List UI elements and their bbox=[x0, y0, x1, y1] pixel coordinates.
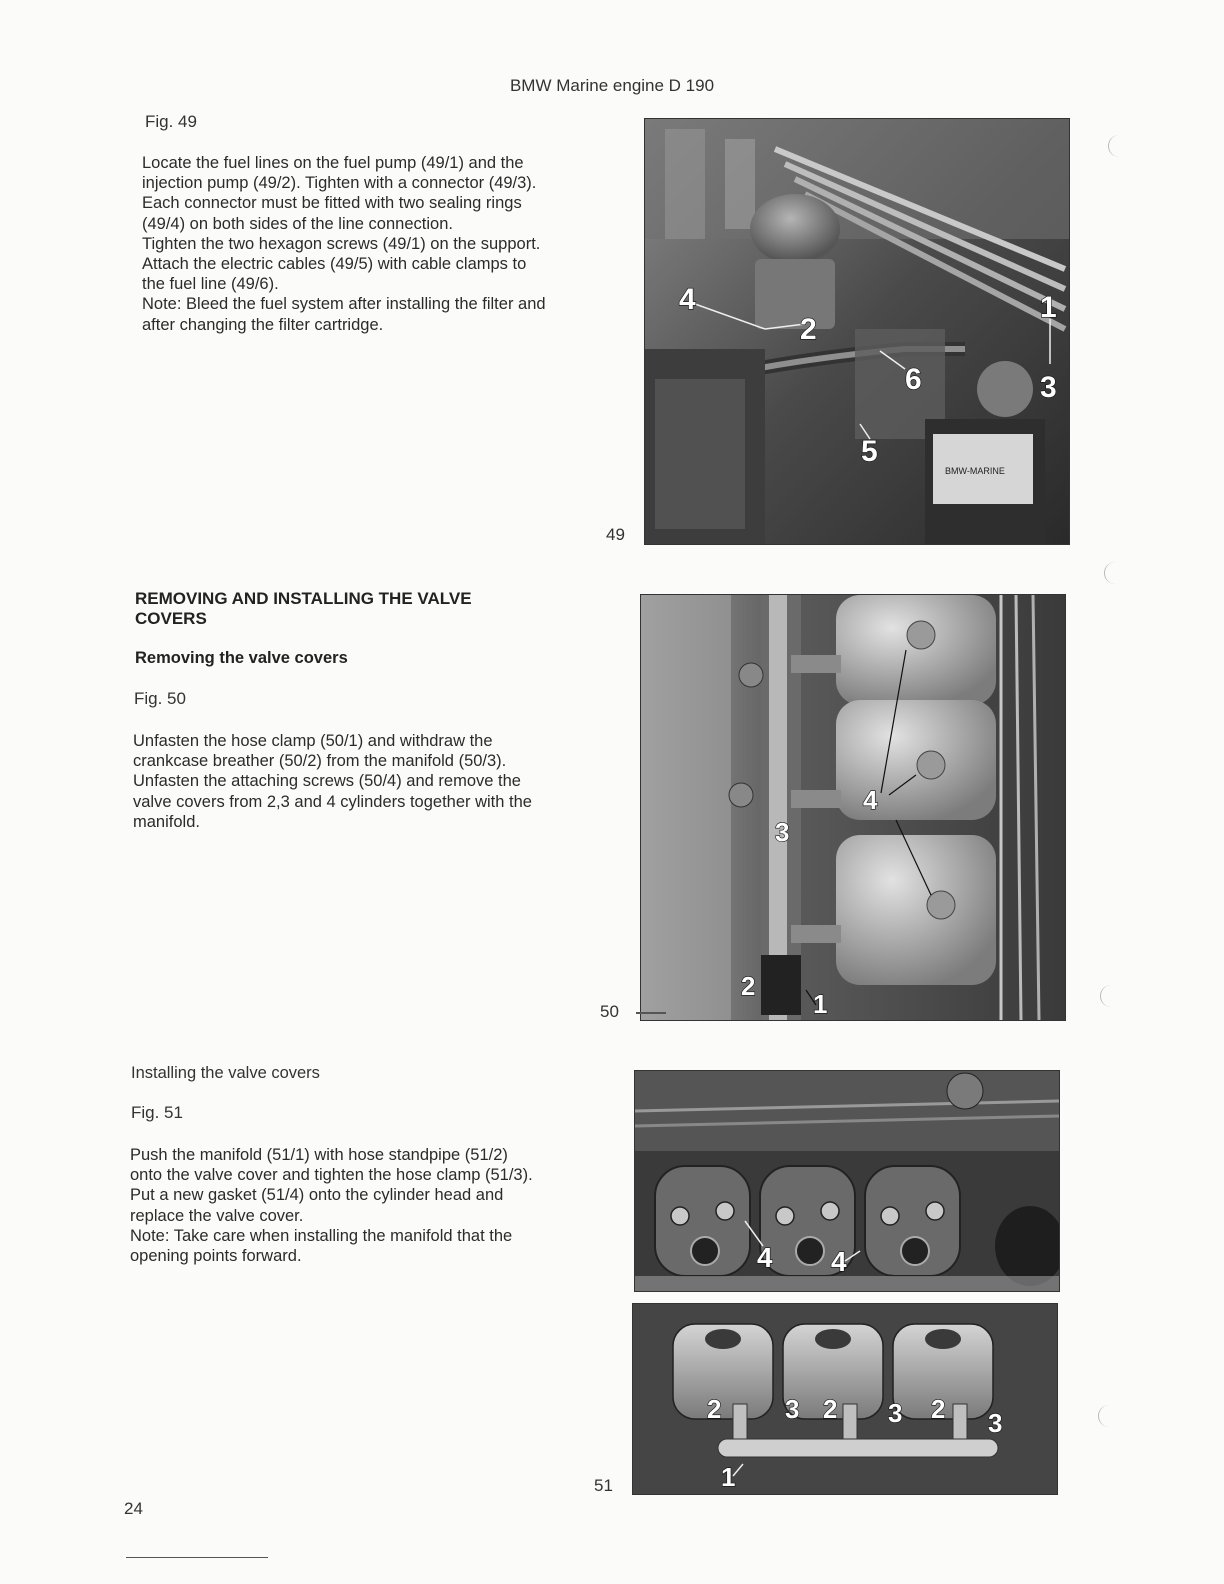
text-line: Locate the fuel lines on the fuel pump (49/1) and the bbox=[142, 154, 524, 172]
text-line: onto the valve cover and tighten the hose clamp (51/3). bbox=[130, 1166, 533, 1185]
margin-mark bbox=[1108, 135, 1123, 157]
fig-51-callout-3b: 3 bbox=[888, 1398, 903, 1428]
text-line: replace the valve cover. bbox=[130, 1206, 304, 1225]
fig-51-callout-1: 1 bbox=[721, 1462, 736, 1492]
fig-50-label: Fig. 50 bbox=[134, 689, 186, 708]
text-line: manifold. bbox=[133, 812, 200, 831]
page-number: 24 bbox=[124, 1499, 143, 1518]
footer-rule bbox=[126, 1557, 268, 1558]
fig-49-callout-5: 5 bbox=[861, 435, 878, 468]
text-line: after changing the filter cartridge. bbox=[142, 315, 384, 334]
text-line: opening points forward. bbox=[130, 1247, 302, 1266]
text-line: crankcase breather (50/2) from the manifold (50/3). bbox=[133, 752, 507, 771]
fig-51-instructions bbox=[130, 1145, 570, 1266]
margin-mark bbox=[1104, 562, 1119, 584]
text-line: Note: Bleed the fuel system after installing the filter and bbox=[142, 295, 546, 314]
text-line: Push the manifold (51/1) with hose standpipe (51/2) bbox=[130, 1146, 508, 1164]
fig-51-callout-2b: 2 bbox=[823, 1394, 838, 1424]
fig-50-photo bbox=[640, 594, 1066, 1021]
text-line: Unfasten the attaching screws (50/4) and remove the bbox=[133, 772, 521, 791]
fig-49-label: Fig. 49 bbox=[145, 112, 197, 131]
fig-49-callout-4: 4 bbox=[679, 283, 696, 316]
text-line: Note: Take care when installing the manifold that the bbox=[130, 1226, 513, 1245]
fig-50-instructions bbox=[133, 731, 573, 832]
margin-mark bbox=[1100, 985, 1115, 1007]
text-line: Each connector must be fitted with two sealing rings bbox=[142, 194, 522, 213]
fig-49-instructions bbox=[142, 153, 582, 335]
running-header: BMW Marine engine D 190 bbox=[509, 76, 715, 95]
text-line: the fuel line (49/6). bbox=[142, 275, 279, 294]
fig-50-callout-2: 2 bbox=[741, 971, 756, 1001]
margin-mark bbox=[1098, 1405, 1113, 1427]
fig-50-number: 50 bbox=[600, 1002, 619, 1021]
fig-51-callout-4a: 4 bbox=[757, 1242, 773, 1273]
subheading-removing: Removing the valve covers bbox=[135, 649, 348, 667]
figure-pointer-line bbox=[636, 1012, 666, 1014]
text-line: Attach the electric cables (49/5) with cable clamps to bbox=[142, 255, 527, 274]
text-line: injection pump (49/2). Tighten with a connector (49/3). bbox=[142, 174, 537, 193]
fig-49-number: 49 bbox=[606, 525, 625, 544]
filter-label: BMW-MARINE bbox=[945, 466, 1005, 476]
fig-50-callout-3: 3 bbox=[775, 817, 790, 847]
heading-line: REMOVING AND INSTALLING THE VALVE bbox=[135, 589, 472, 608]
fig-49-photo bbox=[644, 118, 1070, 545]
text-line: Tighten the two hexagon screws (49/1) on the support. bbox=[142, 234, 541, 253]
fig-50-callout-1: 1 bbox=[813, 989, 828, 1019]
fig-49-callout-6: 6 bbox=[905, 363, 922, 396]
fig-51-callout-3c: 3 bbox=[988, 1408, 1003, 1438]
subheading-installing: Installing the valve covers bbox=[131, 1064, 320, 1082]
fig-51-callout-4b: 4 bbox=[831, 1246, 847, 1277]
fig-51-callout-2a: 2 bbox=[707, 1394, 722, 1424]
heading-line: COVERS bbox=[135, 609, 207, 628]
fig-49-callout-3: 3 bbox=[1040, 371, 1057, 404]
fig-51-bottom-photo bbox=[632, 1303, 1058, 1495]
fig-51-top-photo bbox=[634, 1070, 1060, 1292]
text-line: Put a new gasket (51/4) onto the cylinder head and bbox=[130, 1186, 504, 1205]
fig-51-callout-2c: 2 bbox=[931, 1394, 946, 1424]
fig-51-callout-3a: 3 bbox=[785, 1394, 800, 1424]
fig-49-callout-2: 2 bbox=[800, 313, 817, 346]
text-line: Unfasten the hose clamp (50/1) and withdraw the bbox=[133, 732, 493, 750]
fig-49-callout-1: 1 bbox=[1040, 291, 1057, 324]
fig-51-number: 51 bbox=[594, 1476, 613, 1495]
text-line: valve covers from 2,3 and 4 cylinders together with the bbox=[133, 792, 532, 811]
fig-51-label: Fig. 51 bbox=[131, 1103, 183, 1122]
section-heading bbox=[135, 589, 555, 629]
text-line: (49/4) on both sides of the line connection. bbox=[142, 214, 453, 233]
fig-50-callout-4: 4 bbox=[863, 785, 878, 815]
